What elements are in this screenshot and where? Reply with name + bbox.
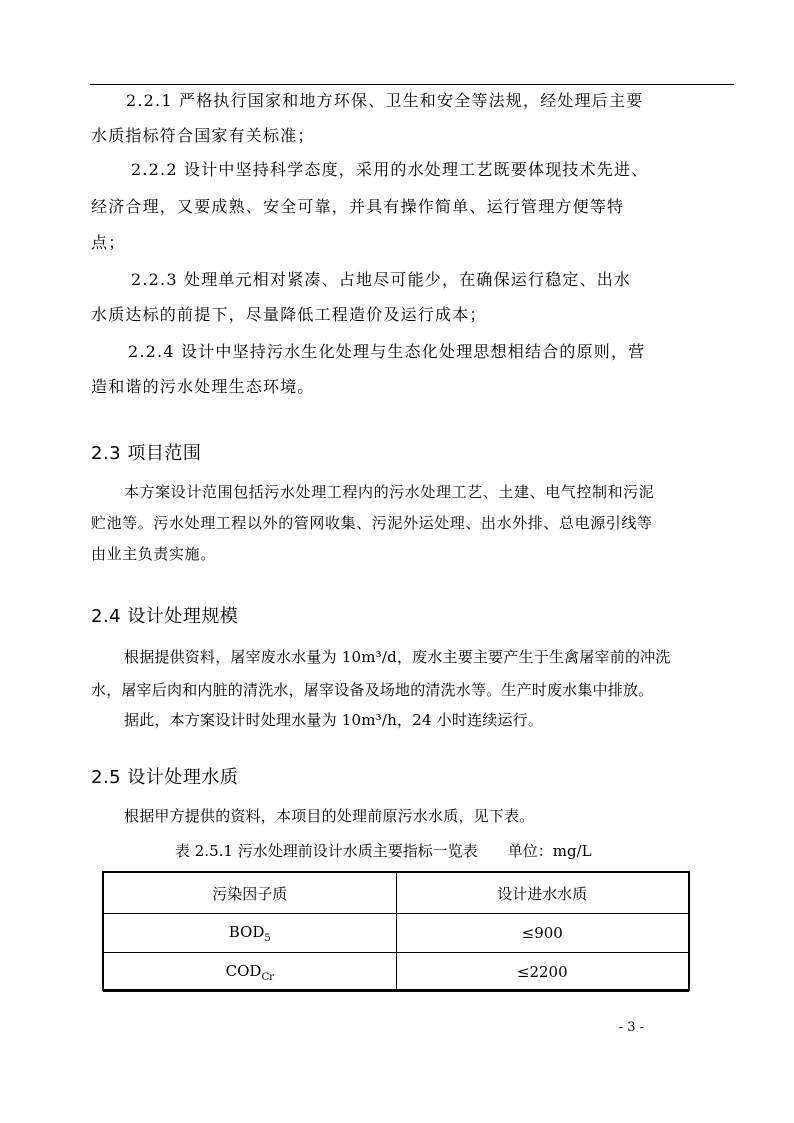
bod-subscript: 5 xyxy=(264,932,271,944)
para-2-2-3-line2: 水质达标的前提下，尽量降低工程造价及运行成本； xyxy=(91,305,487,324)
table-row xyxy=(104,914,689,953)
para-2-2-4-line2: 造和谐的污水处理生态环境。 xyxy=(91,377,315,396)
section-2-5-heading: 2.5 设计处理水质 xyxy=(91,767,239,788)
para-2-2-4-line1: 2.2.4 设计中坚持污水生化处理与生态化处理思想相结合的原则，营 xyxy=(128,342,646,361)
cod-label: COD xyxy=(225,961,262,980)
table-cell-pollutant xyxy=(104,914,397,953)
table-cell-pollutant xyxy=(104,953,397,992)
page-number: - 3 - xyxy=(618,1020,644,1035)
section-2-4-line3: 据此，本方案设计时处理水量为 10m³/h，24 小时连续运行。 xyxy=(124,711,544,729)
table-cell-value: ≤900 xyxy=(396,914,689,953)
para-2-2-2-line1: 2.2.2 设计中坚持科学态度，采用的水处理工艺既要体现技术先进、 xyxy=(131,160,649,179)
para-2-2-2-line3: 点； xyxy=(91,233,126,252)
para-2-2-1-line1: 2.2.1 严格执行国家和地方环保、卫生和安全等法规，经处理后主要 xyxy=(126,91,644,110)
bod-label: BOD xyxy=(228,922,265,941)
section-2-3-line1: 本方案设计范围包括污水处理工程内的污水处理工艺、土建、电气控制和污泥 xyxy=(124,483,655,501)
section-2-3-line3: 由业主负责实施。 xyxy=(91,545,216,563)
table-caption xyxy=(175,842,592,860)
table-header-influent: 设计进水水质 xyxy=(396,873,689,914)
header-rule xyxy=(90,84,734,85)
section-2-4-line2: 水，屠宰后肉和内脏的清洗水，屠宰设备及场地的清洗水等。生产时废水集中排放。 xyxy=(91,681,654,699)
table-caption-unit: 单位：mg/L xyxy=(507,842,592,860)
water-quality-table xyxy=(103,872,689,992)
table-caption-title: 表 2.5.1 污水处理前设计水质主要指标一览表 xyxy=(175,842,478,860)
table-header-row xyxy=(104,873,689,914)
section-2-4-heading: 2.4 设计处理规模 xyxy=(91,606,239,627)
cod-subscript: Cr xyxy=(261,971,274,983)
section-2-3-line2: 贮池等。污水处理工程以外的管网收集、污泥外运处理、出水外排、总电源引线等 xyxy=(91,514,653,532)
table-header-pollutant: 污染因子质 xyxy=(104,873,397,914)
table-row xyxy=(104,953,689,992)
section-2-4-line1: 根据提供资料，屠宰废水水量为 10m³/d，废水主要主要产生于生禽屠宰前的冲洗 xyxy=(124,648,671,666)
para-2-2-2-line2: 经济合理，又要成熟、安全可靠，并具有操作简单、运行管理方便等特 xyxy=(91,197,625,216)
section-2-3-heading: 2.3 项目范围 xyxy=(91,443,202,464)
para-2-2-3-line1: 2.2.3 处理单元相对紧凑、占地尽可能少，在确保运行稳定、出水 xyxy=(131,270,632,289)
table-cell-value: ≤2200 xyxy=(396,953,689,992)
section-2-5-line1: 根据甲方提供的资料，本项目的处理前原污水水质，见下表。 xyxy=(124,807,535,825)
para-2-2-1-line2: 水质指标符合国家有关标准； xyxy=(91,126,315,145)
